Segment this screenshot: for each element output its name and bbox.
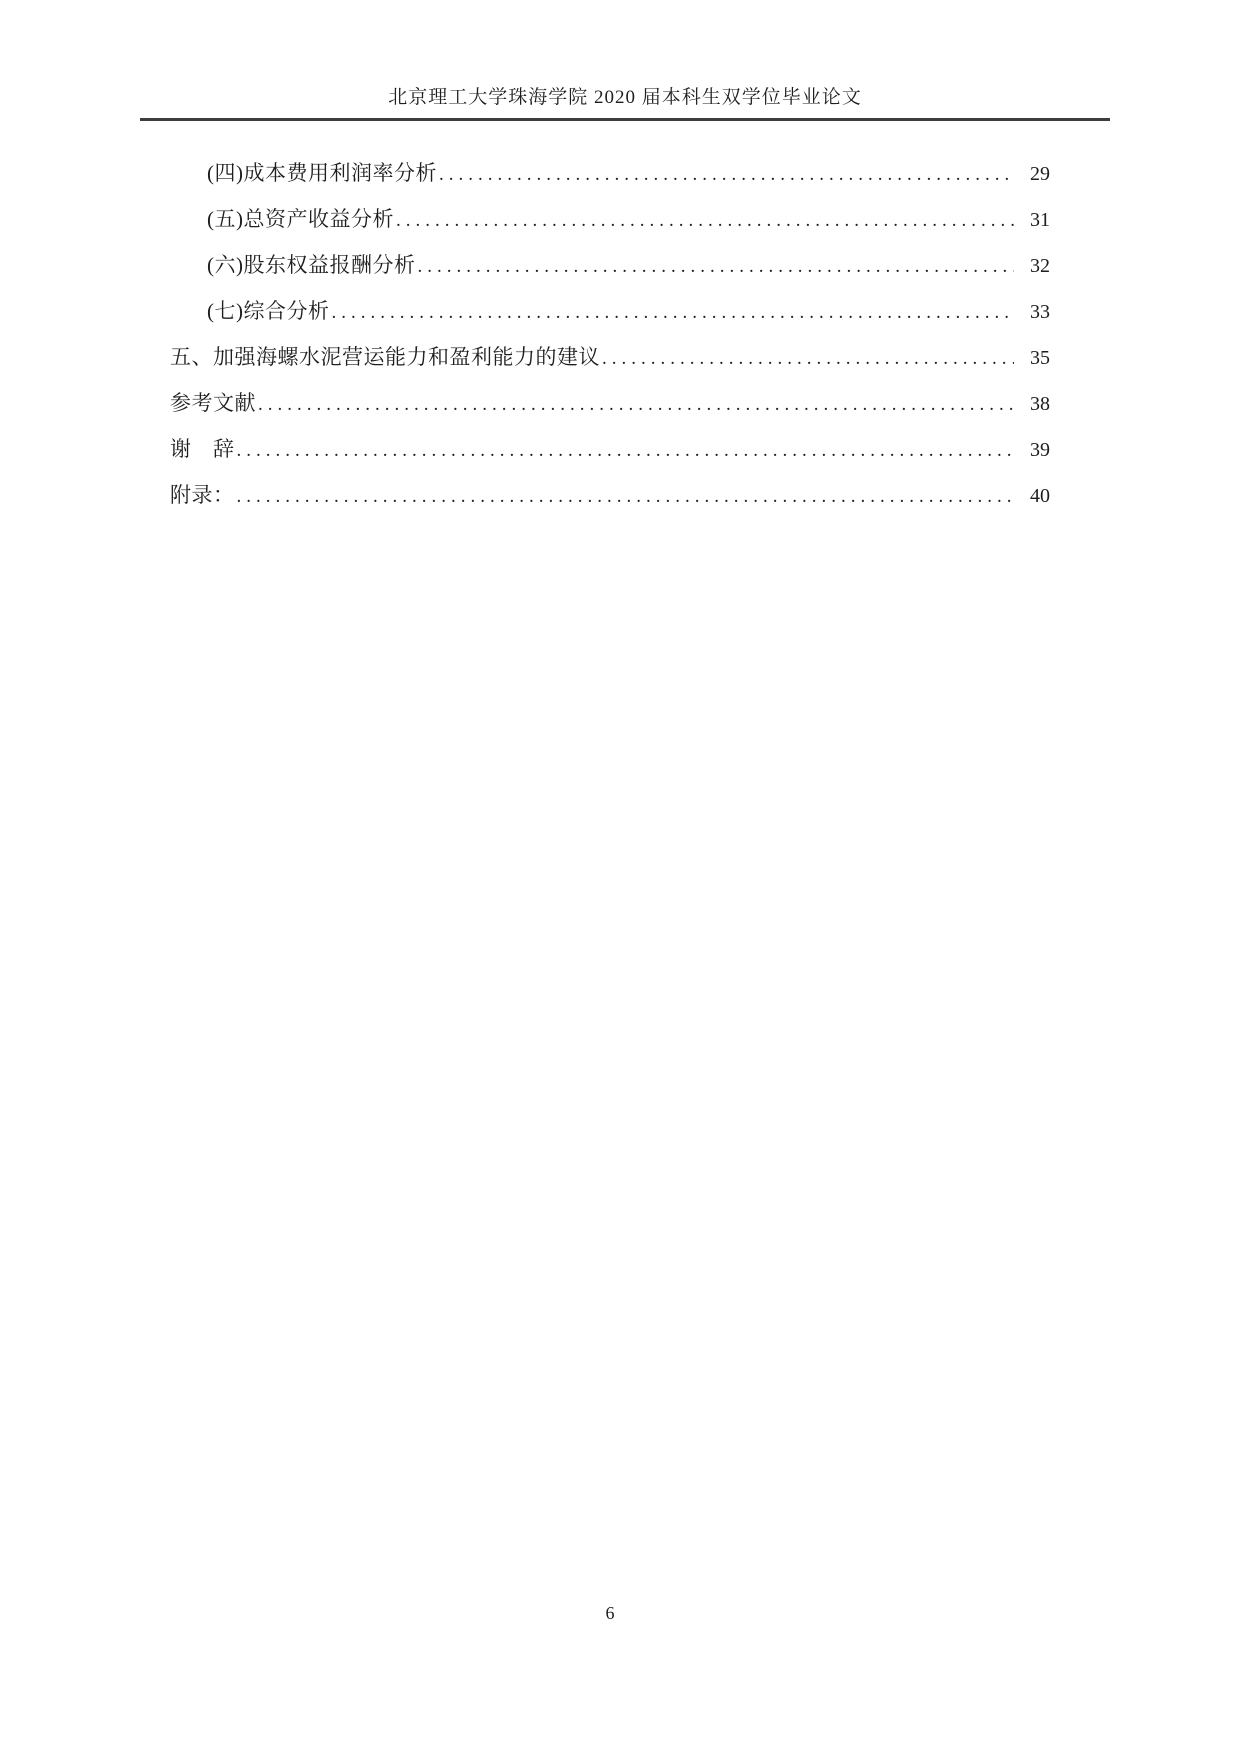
toc-entry-page-number: 39 (1030, 439, 1050, 461)
toc-leader-dots (439, 152, 1014, 198)
toc-leader-dots (237, 428, 1015, 474)
toc-entry-page-number: 40 (1030, 485, 1050, 507)
toc-entry (170, 380, 1050, 426)
toc-entry-label: (七)综合分析 (207, 299, 330, 323)
header-divider (140, 118, 1110, 121)
running-head: 北京理工大学珠海学院 2020 届本科生双学位毕业论文 (388, 87, 862, 108)
toc-entry-label: 谢 辞 (170, 437, 235, 461)
toc-entry-page-number: 38 (1030, 393, 1050, 415)
toc-leader-dots (396, 198, 1014, 244)
toc-entry-page-number: 29 (1030, 163, 1050, 185)
toc-leader-dots (332, 290, 1015, 336)
toc-entry-page-number: 31 (1030, 209, 1050, 231)
toc-entry (170, 334, 1050, 380)
table-of-contents (170, 150, 1050, 518)
toc-entry (170, 196, 1050, 242)
toc-leader-dots (237, 474, 1015, 520)
toc-entry (170, 472, 1050, 518)
toc-entry-page-number: 32 (1030, 255, 1050, 277)
toc-entry-label: (四)成本费用利润率分析 (207, 161, 437, 185)
toc-entry (170, 288, 1050, 334)
toc-entry-label: 五、加强海螺水泥营运能力和盈利能力的建议 (170, 345, 600, 369)
toc-entry-label: (六)股东权益报酬分析 (207, 253, 416, 277)
toc-entry-page-number: 33 (1030, 301, 1050, 323)
toc-entry-label: 参考文献 (170, 391, 256, 415)
toc-leader-dots (418, 244, 1015, 290)
footer-page-number: 6 (605, 1603, 615, 1623)
toc-entry (170, 242, 1050, 288)
toc-entry (170, 150, 1050, 196)
toc-leader-dots (258, 382, 1014, 428)
page-footer (170, 1603, 1050, 1624)
toc-leader-dots (602, 336, 1014, 382)
toc-entry-label: (五)总资产收益分析 (207, 207, 394, 231)
toc-entry-label: 附录： (170, 483, 235, 507)
toc-entry (170, 426, 1050, 472)
toc-entry-page-number: 35 (1030, 347, 1050, 369)
